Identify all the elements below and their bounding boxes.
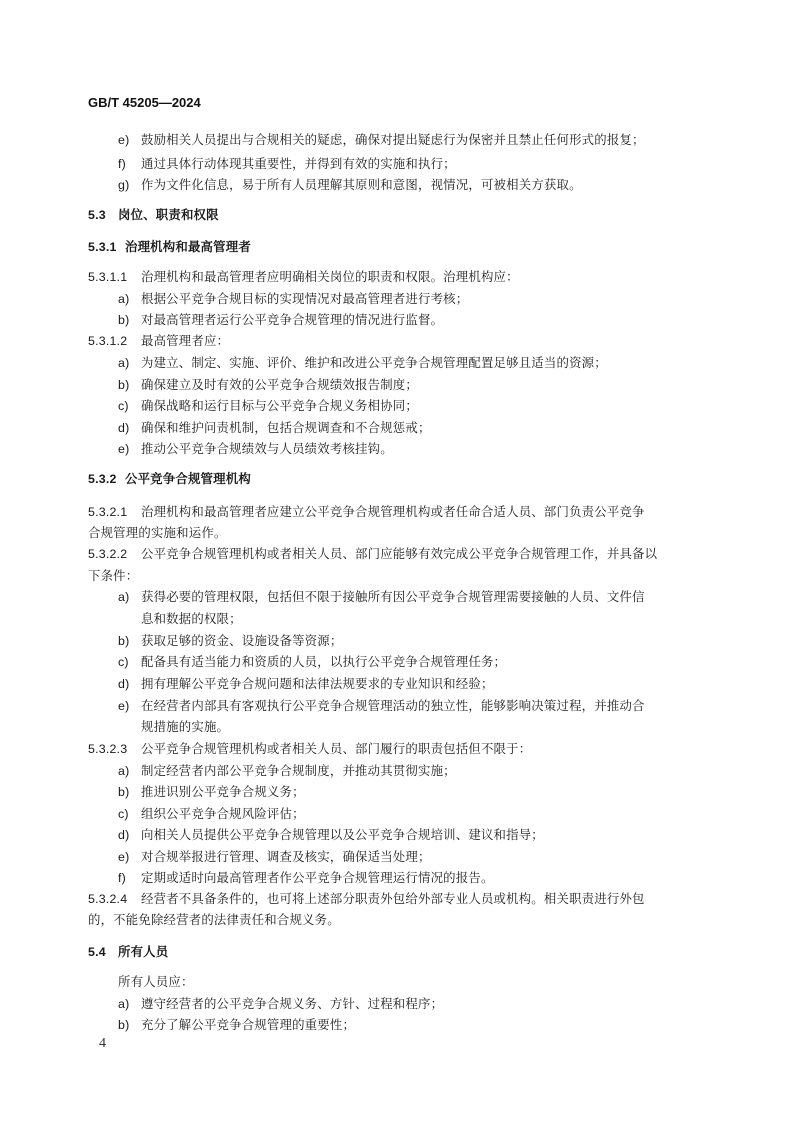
list-item-text: 确保战略和运行目标与公平竞争合规义务相协同； — [141, 398, 418, 413]
list-item-label: a) — [118, 356, 130, 370]
list-item-label: e) — [118, 133, 130, 147]
list-item-label: b) — [118, 634, 130, 648]
list-item-text: 拥有理解公平竞争合规问题和法律法规要求的专业知识和经验； — [141, 676, 494, 691]
list-item-label: f) — [118, 871, 126, 885]
paragraph-text: 最高管理者应： — [141, 333, 230, 348]
list-item-label: c) — [118, 655, 129, 669]
list-item-text: 组织公平竞争合规风险评估； — [141, 806, 305, 821]
clause-number: 5.3.1.1 — [88, 270, 128, 284]
list-item-label: a) — [118, 590, 130, 604]
list-item-text: 对合规举报进行管理、调查及核实，确保适当处理； — [141, 849, 431, 864]
list-item-text: 遵守经营者的公平竞争合规义务、方针、过程和程序； — [141, 996, 444, 1011]
list-item-text: 确保建立及时有效的公平竞争合规绩效报告制度； — [141, 377, 418, 392]
list-item-label: d) — [118, 828, 130, 842]
list-item-text: 在经营者内部具有客观执行公平竞争合规管理活动的独立性，能够影响决策过程，并推动合 — [141, 698, 645, 713]
list-item-label: c) — [118, 399, 129, 413]
clause-number: 5.3.2 — [88, 472, 117, 486]
list-item-label: b) — [118, 785, 130, 799]
section-heading: 治理机构和最高管理者 — [125, 239, 251, 254]
list-item-text: 对最高管理者运行公平竞争合规管理的情况进行监督。 — [141, 312, 444, 327]
list-item-label: d) — [118, 421, 130, 435]
list-item-text: 向相关人员提供公平竞争合规管理以及公平竞争合规培训、建议和指导； — [141, 827, 544, 842]
list-item-label: f) — [118, 157, 126, 171]
list-item-label: b) — [118, 378, 130, 392]
list-item-text: 推动公平竞争合规绩效与人员绩效考核挂钩。 — [141, 441, 393, 456]
list-item-text: 获取足够的资金、设施设备等资源； — [141, 633, 343, 648]
paragraph-text: 下条件： — [88, 568, 139, 583]
paragraph-text: 合规管理的实施和运作。 — [88, 525, 227, 540]
paragraph-text: 息和数据的权限； — [141, 611, 242, 626]
list-item-text: 鼓励相关人员提出与合规相关的疑虑，确保对提出疑虑行为保密并且禁止任何形式的报复； — [141, 132, 645, 147]
list-item-text: 获得必要的管理权限，包括但不限于接触所有因公平竞争合规管理需要接触的人员、文件信 — [141, 589, 645, 604]
list-item-text: 推进识别公平竞争合规义务； — [141, 784, 305, 799]
paragraph-text: 规措施的实施。 — [141, 719, 230, 734]
clause-number: 5.3.1.2 — [88, 334, 128, 348]
page-number: 4 — [99, 1036, 106, 1051]
list-item-label: d) — [118, 677, 130, 691]
clause-number: 5.3 — [88, 208, 106, 222]
section-heading: 所有人员 — [118, 944, 169, 959]
list-item-label: e) — [118, 699, 130, 713]
list-item-text: 通过具体行动体现其重要性，并得到有效的实施和执行； — [141, 156, 456, 171]
list-item-label: b) — [118, 1018, 130, 1032]
list-item-text: 根据公平竞争合规目标的实现情况对最高管理者进行考核； — [141, 291, 469, 306]
paragraph-text: 经营者不具备条件的，也可将上述部分职责外包给外部专业人员或机构。相关职责进行外包 — [141, 891, 645, 906]
paragraph-text: 治理机构和最高管理者应建立公平竞争合规管理机构或者任命合适人员、部门负责公平竞争 — [141, 504, 645, 519]
clause-number: 5.3.2.1 — [88, 505, 128, 519]
clause-number: 5.4 — [88, 945, 106, 959]
list-item-label: a) — [118, 292, 130, 306]
list-item-text: 充分了解公平竞争合规管理的重要性； — [141, 1017, 356, 1032]
list-item-label: a) — [118, 764, 130, 778]
paragraph-text: 公平竞争合规管理机构或者相关人员、部门应能够有效完成公平竞争合规管理工作，并具备以 — [141, 546, 658, 561]
list-item-label: a) — [118, 997, 130, 1011]
list-item-label: e) — [118, 442, 130, 456]
clause-number: 5.3.2.3 — [88, 742, 128, 756]
section-heading: 公平竞争合规管理机构 — [125, 471, 251, 486]
clause-number: 5.3.2.2 — [88, 547, 128, 561]
list-item-text: 配备具有适当能力和资质的人员，以执行公平竞争合规管理任务； — [141, 654, 507, 669]
list-item-label: g) — [118, 178, 130, 192]
list-item-text: 定期或适时向最高管理者作公平竞争合规管理运行情况的报告。 — [141, 870, 494, 885]
paragraph-text: 公平竞争合规管理机构或者相关人员、部门履行的职责包括但不限于： — [141, 741, 532, 756]
list-item-text: 制定经营者内部公平竞争合规制度，并推动其贯彻实施； — [141, 763, 456, 778]
list-item-text: 作为文件化信息，易于所有人员理解其原则和意图，视情况，可被相关方获取。 — [141, 177, 582, 192]
paragraph-text: 的，不能免除经营者的法律责任和合规义务。 — [88, 912, 340, 927]
list-item-text: 确保和维护问责机制，包括合规调查和不合规惩戒； — [141, 420, 431, 435]
list-item-text: 为建立、制定、实施、评价、维护和改进公平竞争合规管理配置足够且适当的资源； — [141, 355, 607, 370]
list-item-label: e) — [118, 850, 130, 864]
clause-number: 5.3.1 — [88, 240, 117, 254]
list-item-label: b) — [118, 313, 130, 327]
section-heading: 岗位、职责和权限 — [118, 207, 219, 222]
paragraph-text: 治理机构和最高管理者应明确相关岗位的职责和权限。治理机构应： — [141, 269, 519, 284]
standard-number-header: GB/T 45205—2024 — [88, 95, 201, 110]
list-item-label: c) — [118, 807, 129, 821]
paragraph-text: 所有人员应： — [118, 974, 194, 989]
clause-number: 5.3.2.4 — [88, 892, 128, 906]
